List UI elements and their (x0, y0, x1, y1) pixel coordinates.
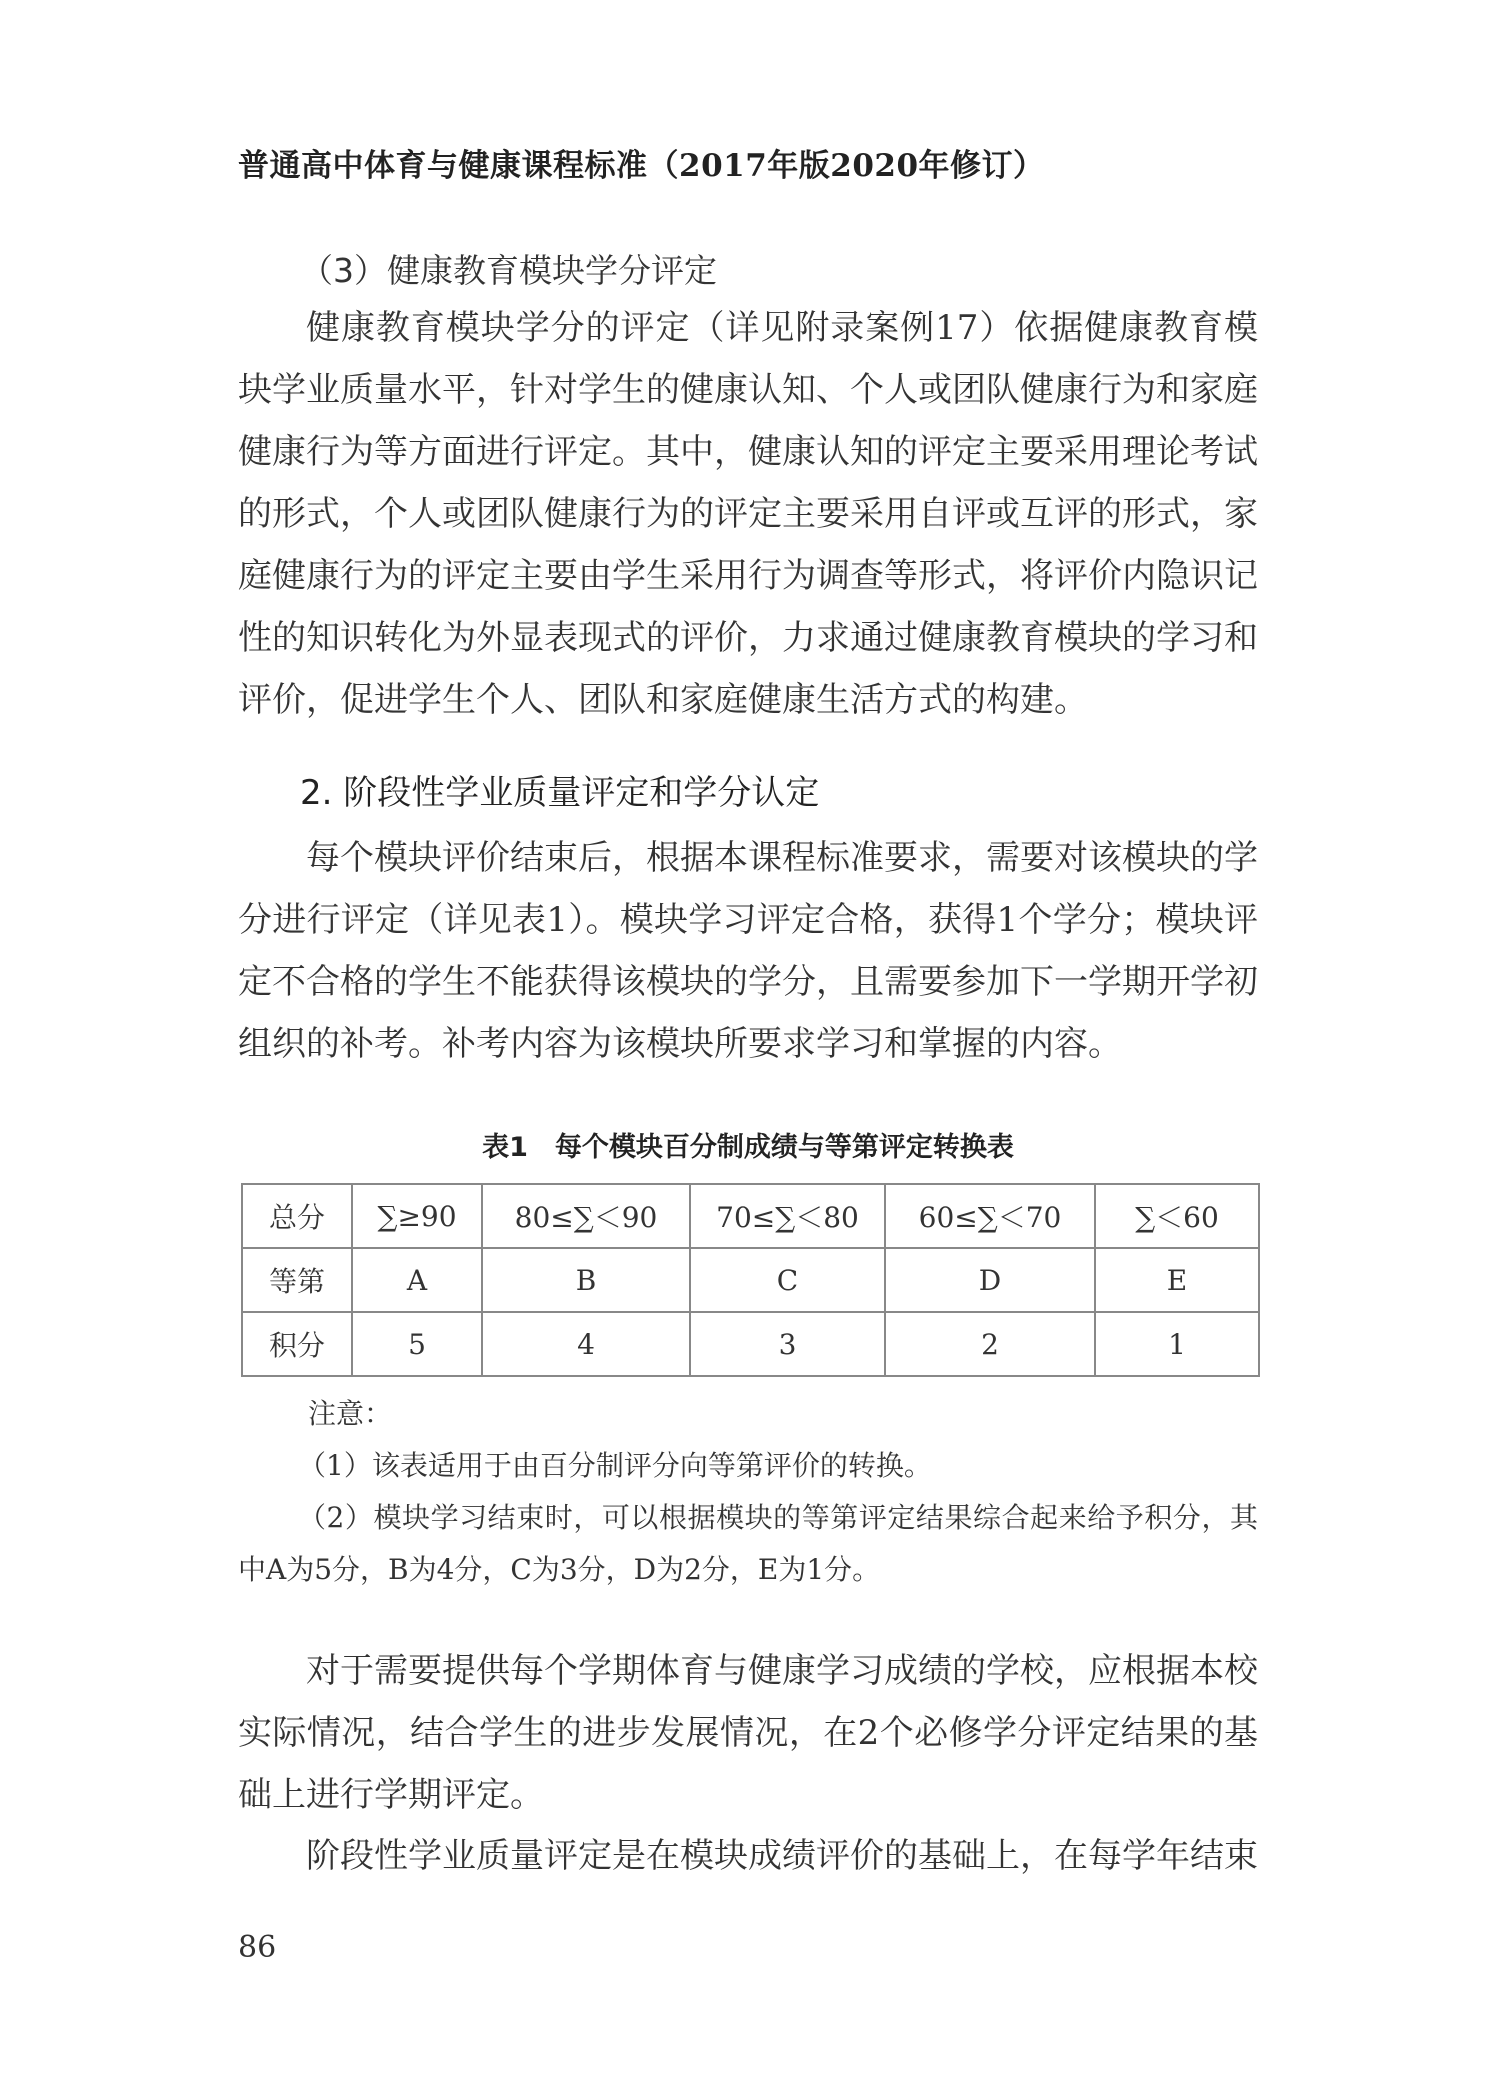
table-cell: C (690, 1248, 885, 1312)
grade-conversion-table (241, 1183, 1260, 1377)
note-item: （1）该表适用于由百分制评分向等第评价的转换。 (298, 1449, 932, 1482)
notes-title: 注意： (308, 1397, 393, 1430)
note-item: （2）模块学习结束时，可以根据模块的等第评定结果综合起来给予积分，其中A为5分，B为4分，C为3分，D为2分，E为1分。 (238, 1501, 1258, 1586)
table-cell: 3 (690, 1312, 885, 1376)
table-cell: D (885, 1248, 1095, 1312)
section-2-heading: 2. 阶段性学业质量评定和学分认定 (300, 773, 820, 813)
table-cell: ∑＜60 (1095, 1184, 1259, 1248)
table-cell: 1 (1095, 1312, 1259, 1376)
table-cell: A (352, 1248, 482, 1312)
table-cell: 2 (885, 1312, 1095, 1376)
table-cell: 70≤∑＜80 (690, 1184, 885, 1248)
table-cell: ∑≥90 (352, 1184, 482, 1248)
page-number: 86 (238, 1930, 277, 1965)
row-header-total: 总分 (242, 1184, 352, 1248)
table-row (242, 1248, 1259, 1312)
paragraph-stage-evaluation: 阶段性学业质量评定是在模块成绩评价的基础上，在每学年结束 (306, 1836, 1258, 1876)
table-row (242, 1312, 1259, 1376)
running-head: 普通高中体育与健康课程标准（2017年版2020年修订） (238, 148, 1045, 184)
table-cell: 80≤∑＜90 (482, 1184, 690, 1248)
paragraph-semester-evaluation: 对于需要提供每个学期体育与健康学习成绩的学校，应根据本校实际情况，结合学生的进步发展情况，在2个必修学分评定结果的基础上进行学期评定。 (238, 1651, 1258, 1815)
paragraph-health-education-credit: 健康教育模块学分的评定（详见附录案例17）依据健康教育模块学业质量水平，针对学生的健康认知、个人或团队健康行为和家庭健康行为等方面进行评定。其中，健康认知的评定主要采用理论考试的形式，个人或团队健康行为的评定主要采用自评或互评的形式，家庭健康行为的评定主要由学生采用行为调查等形式，将评价内隐识记性的知识转化为外显表现式的评价，力求通过健康教育模块的学习和评价，促进学生个人、团队和家庭健康生活方式的构建。 (238, 308, 1258, 720)
table-row (242, 1184, 1259, 1248)
table-caption: 表1 每个模块百分制成绩与等第评定转换表 (482, 1132, 1014, 1163)
table-cell: E (1095, 1248, 1259, 1312)
section-3-title: （3）健康教育模块学分评定 (300, 251, 717, 290)
table-notes (238, 1388, 1258, 1596)
table-cell: 5 (352, 1312, 482, 1376)
paragraph-module-credit: 每个模块评价结束后，根据本课程标准要求，需要对该模块的学分进行评定（详见表1）。模块学习评定合格，获得1个学分；模块评定不合格的学生不能获得该模块的学分，且需要参加下一学期开学初组织的补考。补考内容为该模块所要求学习和掌握的内容。 (238, 838, 1258, 1064)
table-cell: 60≤∑＜70 (885, 1184, 1095, 1248)
table-cell: 4 (482, 1312, 690, 1376)
table-cell: B (482, 1248, 690, 1312)
row-header-grade: 等第 (242, 1248, 352, 1312)
row-header-points: 积分 (242, 1312, 352, 1376)
